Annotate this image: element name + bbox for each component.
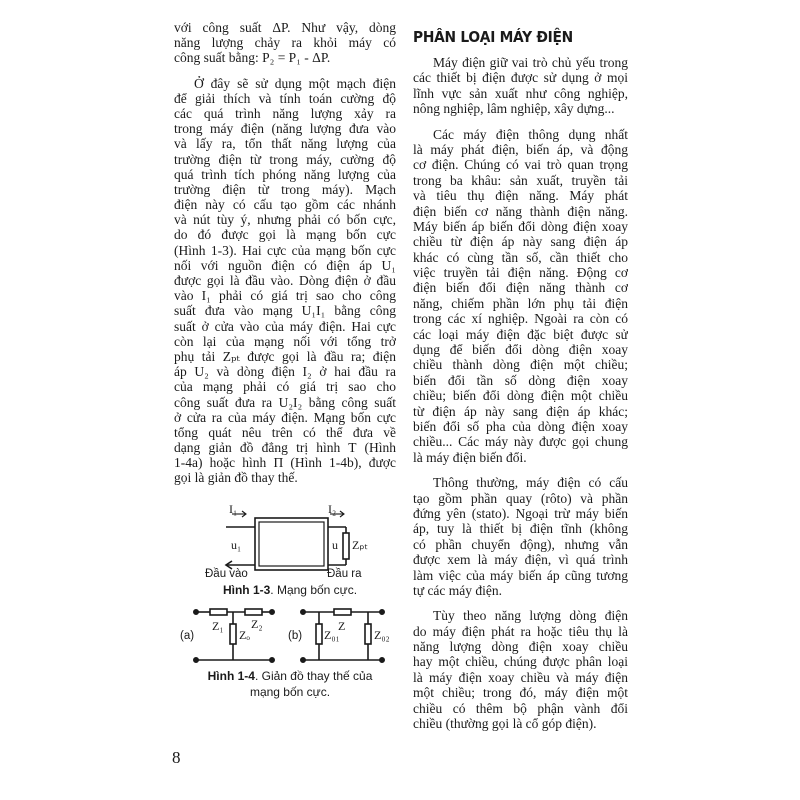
label-z01: Z₀₁: [324, 628, 340, 642]
text-line: điện biến đổi điện năng thành cơ: [413, 280, 628, 296]
label-z: Z: [338, 619, 346, 633]
text-line: biến đổi tần số dòng điện xoay: [413, 372, 628, 388]
text-line: nông nghiệp, lâm nghiệp, xây dựng...: [413, 101, 615, 117]
text-line: được xem là máy điện, vì quá trình: [413, 552, 628, 568]
text-line: năng lượng dòng điện xoay chiều: [413, 639, 628, 655]
text-line: các thiết bị điện được sử dụng ở mọi: [413, 70, 628, 86]
label-b: (b): [288, 630, 303, 642]
current-i1-label: I₁: [229, 502, 238, 516]
text-line: 1-4a) hoặc hình Π (Hình 1-4b), được: [174, 455, 396, 471]
text-line: trong máy điện (năng lượng đưa vào: [174, 121, 396, 137]
text-line: được gọi là đầu vào. Dòng điện ở đầu: [174, 273, 396, 288]
text-line: làm việc của máy biến áp cũng tương: [413, 567, 628, 583]
text-line: là máy phát điện, biến áp, và động: [413, 141, 628, 157]
text-line: (Hình 1-3). Hai cực của mạng bốn cực: [174, 242, 396, 258]
text-line: chiều từ điện áp này sang điện áp: [413, 234, 628, 250]
text-line: quá trình tích phóng năng lượng của: [174, 166, 396, 182]
text-line: có phần chuyển động), nhưng vẫn: [413, 536, 628, 552]
text-line: hay một chiều, chúng được phân loại: [413, 654, 628, 670]
current-i2-label: I₂: [328, 502, 337, 516]
text-line: công suất bằng: P₂ = P₁ - ΔP.: [174, 50, 331, 66]
text-line: chiều (thường gọi là cổ góp điện).: [413, 716, 597, 732]
figure-1-3-caption: Hình 1-3. Mạng bốn cực.: [222, 583, 358, 597]
text-line: Tùy theo năng lượng dòng điện: [433, 608, 628, 624]
figure-1-4-caption-line2: mạng bốn cực.: [249, 685, 331, 699]
label-a: (a): [180, 630, 195, 642]
text-line: năng, chiếm phần lớn phụ tải điện: [413, 295, 628, 311]
text-line: do đó được gọi là mạng bốn cực: [174, 227, 396, 243]
text-line: còn lại của mạng nối với tổng trở: [174, 333, 396, 349]
text-line: là máy điện xoay chiều và máy điện: [413, 669, 628, 685]
text-line: tổng quát nêu trên có thể đưa về: [174, 424, 396, 440]
text-line: chiều có thêm bộ phận vành đổi: [413, 700, 628, 716]
text-line: gọi là giản đồ thay thế.: [174, 470, 298, 486]
text-line: Các máy điện thông dụng nhất: [433, 126, 628, 142]
text-line: của mạng phải có giá trị sao cho: [174, 379, 396, 395]
text-line: tự các máy điện.: [413, 582, 503, 598]
text-line: từ điện áp này sang điện áp khác;: [413, 403, 628, 419]
text-line: trường điện từ trong máy, cường độ: [174, 151, 396, 167]
text-line: điện này có cấu tạo gồm các nhánh: [174, 197, 396, 213]
text-line: trường điện từ trong máy). Mạch: [174, 181, 396, 197]
text-line: chiều thành dòng điện một chiều;: [413, 357, 628, 373]
text-line: trong ba khâu: sản xuất, truyền tải: [413, 172, 628, 188]
text-line: các loại máy điện đặc biệt được sử: [413, 326, 628, 342]
text-line: do máy điện phát ra hoặc tiêu thụ là: [413, 623, 628, 639]
section-heading: PHÂN LOẠI MÁY ĐIỆN: [413, 28, 573, 46]
text-line: khác có cùng tần số, cần thiết cho: [413, 249, 628, 265]
text-line: chiều; biến đổi dòng điện một chiều: [413, 388, 628, 404]
text-line: biến đổi số pha của dòng điện xoay: [413, 418, 628, 434]
text-line: trong các xí nghiệp. Ngoài ra còn có: [413, 311, 628, 327]
text-line: việc truyền tải điện năng. Động cơ: [413, 265, 628, 281]
text-line: năng lượng chảy ra khỏi máy có: [174, 35, 396, 51]
text-line: tạo gồm phần quay (rôto) và phần: [413, 490, 628, 506]
text-line: và nút tùy ý, nhưng phải có bốn cực,: [174, 212, 396, 228]
text-line: một chiều; trong đó, máy điện một: [413, 685, 628, 701]
figure-1-4-caption: Hình 1-4. Giản đồ thay thế của: [207, 669, 373, 683]
text-line: với công suất ΔP. Như vậy, dòng: [174, 20, 396, 35]
text-line: Máy biến áp biến đổi dòng điện xoay: [413, 218, 628, 234]
text-line: đứng yên (stato). Ngoại trừ máy biến: [413, 505, 628, 521]
text-line: để giải thích và tính toán cường độ: [174, 90, 396, 106]
text-line: suất đưa vào mạng U₁I₁ bằng công: [174, 303, 396, 319]
text-line: là máy điện biến đổi.: [413, 449, 527, 465]
label-z2: Z₂: [251, 617, 263, 631]
text-line: phụ tải Zₚₜ được gọi là đầu ra; điện: [174, 348, 396, 364]
text-line: áp U₂ và dòng điện I₂ ở hai đầu ra: [174, 364, 396, 380]
text-line: và tiêu thụ điện năng. Máy phát: [413, 188, 628, 204]
text-line: vào I₁ phải có giá trị sao cho công: [174, 288, 396, 304]
label-z02: Z₀₂: [374, 628, 390, 642]
text-line: ở cửa ra của máy điện. Mạng bốn cực: [174, 409, 396, 425]
label-z1: Z₁: [212, 619, 224, 633]
text-line: các quá trình năng lượng xảy ra: [174, 105, 396, 121]
text-line: cơ điện. Chúng có vai trò quan trọng: [413, 157, 628, 173]
text-line: áp, tuy là thiết bị điện tĩnh (không: [413, 521, 628, 537]
text-line: dụng để biến đổi dòng điện xoay: [413, 342, 628, 358]
text-line: điện biến cơ năng thành điện năng.: [413, 203, 628, 219]
text-line: Ở đây sẽ sử dụng một mạch điện: [194, 75, 396, 91]
text-line: Thông thường, máy điện có cấu: [433, 475, 628, 491]
text-line: và lấy ra, tổn thất năng lượng của: [174, 136, 396, 152]
input-terminal-label: Đầu vào: [205, 568, 248, 580]
load-zpt-label: Zₚₜ: [352, 538, 369, 552]
voltage-u1-label: u₁: [231, 538, 242, 552]
text-line: lĩnh vực sản xuất như công nghiệp,: [413, 85, 628, 101]
text-line: suất ở cửa vào của máy điện. Hai cực: [174, 318, 396, 334]
text-line: dạng giản đồ đẳng trị hình T (Hình: [174, 440, 396, 456]
output-terminal-label: Đầu ra: [327, 568, 362, 580]
text-line: công suất đưa ra U₂I₂ bằng công suất: [174, 394, 396, 410]
voltage-u-label: u: [332, 538, 338, 552]
text-line: Máy điện giữ vai trò chủ yếu trong: [433, 55, 628, 70]
text-line: chiều... Các máy này được gọi chung: [413, 434, 628, 450]
label-zo: Zₒ: [239, 628, 250, 642]
text-line: nối với nguồn điện có điện áp U₁: [174, 257, 396, 273]
page-number: 8: [172, 748, 181, 767]
